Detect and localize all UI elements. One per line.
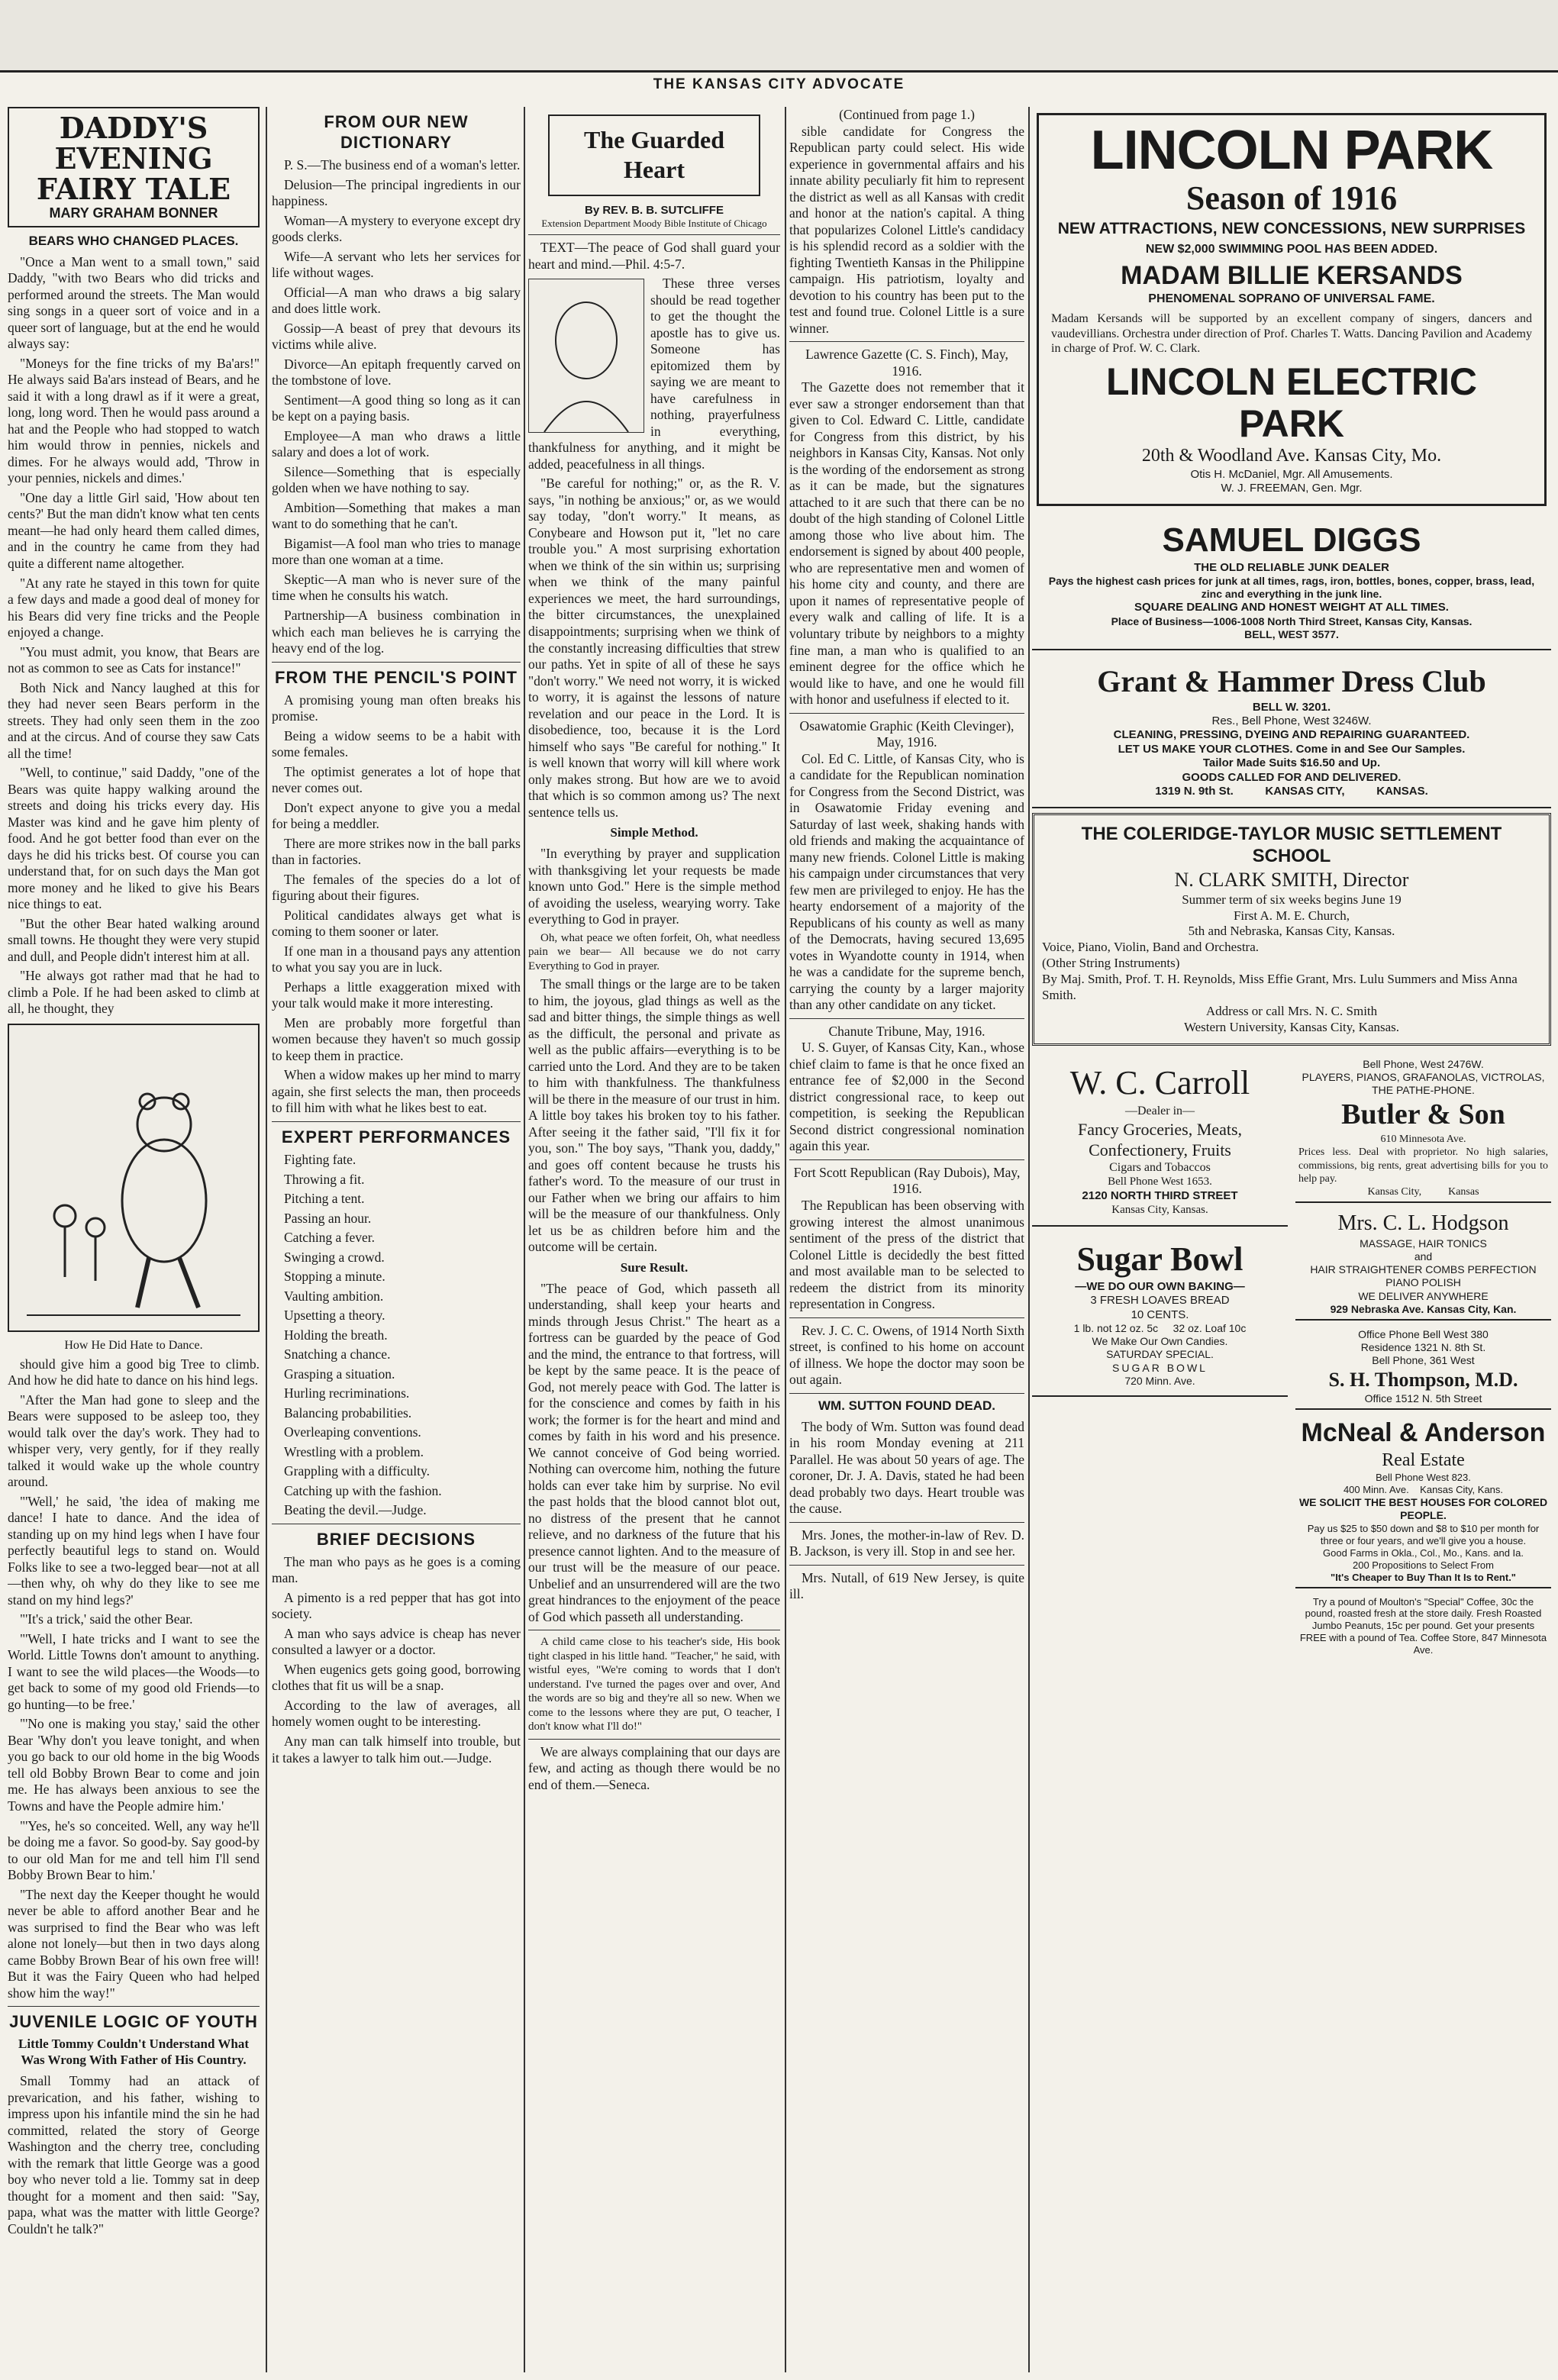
divider [528,234,780,235]
dictionary-entry: Divorce—An epitaph frequently carved on the tombstone of love. [272,356,521,389]
dictionary-entry: Gossip—A beast of prey that devours its victims while alive. [272,320,521,353]
carroll-title: W. C. Carroll [1069,1063,1250,1101]
story-paragraph: "'No one is making you stay,' said the other Bear 'Why don't you leave tonight, and when you go back to our old home in the big Woods tell old Bobby Brown Bear to come and join me. He has always been anxious to see the Towns and have the People admire him.' [8,1716,260,1814]
kersands-description: Madam Kersands will be supported by an excellent company of singers, dancers and vaudevillians. Orchestra under direction of Prof. Charles T. Watts. Dancing Pavilion and Academy in charge of Prof. W. C. Clark. [1051,312,1532,356]
pencil-entry: Perhaps a little exaggeration mixed with your talk would make it more interesting. [272,979,521,1011]
expert-entry: Wrestling with a problem. [284,1443,424,1459]
story-paragraph: "You must admit, you know, that Bears are not as common to see as Cats for instance!" [8,643,260,676]
thompson-title: S. H. Thompson, M.D. [1328,1368,1518,1391]
juvenile-subtitle: Little Tommy Couldn't Understand What Was Wrong With Father of His Country. [18,2037,249,2068]
juvenile-text: Small Tommy had an attack of prevarication, and his father, wishing to impress upon his infantile mind the sin he had committed, related the story of George Washington and the cherry tree, concluding with the remark that little George was a good boy who never told a lie. Tommy sat in deep thought for a moment and then said: "Say, papa, what was the matter with little George? Couldn't he talk?" [8,2073,260,2236]
mcneal-200: 200 Propositions to Select From [1353,1559,1494,1571]
illustration-caption: How He Did Hate to Dance. [64,1338,203,1352]
pencil-entry: The optimist generates a lot of hope that never comes out. [272,763,521,796]
gh-tailor: Tailor Made Suits $16.50 and Up. [1202,756,1381,770]
electric-park-address: 20th & Woodland Ave. Kansas City, Mo. [1141,446,1442,466]
divider [272,1121,521,1122]
story-paragraph: "At any rate he stayed in this town for quite a few days and made a good deal of money for his Bears did very fine tricks and the People enjoyed a change. [8,575,260,640]
dictionary-entry: Skeptic—A man who is never sure of the time when he consults his watch. [272,571,521,604]
butler-title: Butler & Son [1341,1098,1505,1131]
poem-verse: A child came close to his teacher's side, His book tight clasped in his little hand. "Teacher," he said, with wistful eyes, "We're coming to words that I don't understand. I've turned the pages over and over, And the words are so big and they're all so new. When we come to the lessons where they are put, O teacher, I don't know what I'll do!" [528,1636,780,1733]
divider [789,1159,1024,1160]
dictionary-entry: P. S.—The business end of a woman's letter. [284,157,521,173]
expert-entry: Passing an hour. [284,1210,372,1226]
expert-entry: Catching a fever. [284,1230,376,1246]
press-heading: Fort Scott Republican (Ray Dubois), May, 1916. [793,1164,1021,1197]
expert-title: EXPERT PERFORMANCES [281,1127,511,1146]
column-politics [789,107,1024,2372]
pencil-entry: Political candidates always get what is coming to them sooner or later. [272,907,521,940]
masthead-title: DADDY'S EVENING FAIRY TALE [36,111,231,206]
butler-city: Kansas City, Kansas [1367,1186,1479,1198]
butler-bell: Bell Phone, West 2476W. [1363,1057,1484,1070]
expert-entry: Holding the breath. [284,1327,388,1343]
story-paragraph: "'Well, I hate tricks and I want to see the World. Little Towns don't amount to anything. I want to see the wild places—the Woods—to get back to some of my good old Friends—to go hunting—to be free.' [8,1630,260,1712]
politics-paragraph: Col. Ed C. Little, of Kansas City, who is a candidate for the Republican nomination for Congress from the Second District, was in Osawatomie Friday evening and Saturday of last week, shaking hands with old friends and making the acquaintance of many new friends. Colonel Little is making his campaign under circumstances that very few men are privileged to enjoy. He has the hearty endorsement of a majority of the Republicans of his county as well as many of the Democrats, having secured 13,695 votes in Wyandotte county in 1914, when he was a candidate for the supreme bench, carrying the county by a larger majority than any other candidate on any ticket. [789,750,1024,1013]
pencil-entry: There are more strikes now in the ball parks than in factories. [272,835,521,868]
otis-line: Otis H. McDaniel, Mgr. All Amusements. [1190,467,1393,481]
sermon-paragraph: The small things or the large are to be taken to him, the joyous, glad things as well as the sad and bitter things, the simple things as well as the difficult, the personal and private as well as the public affairs—everything is to be carried unto the Lord. And they are to be taken to him with thankfulness. The thankfulness will be there in the measure of our trust in him. A little boy takes his broken toy to his father. After seeing it the father said, "I'll fix it for you, son." The boy says, "Thank you, daddy," and goes off content because he trusts his father's word. To the measure of our trust in our Father when we bring our affairs to him will be the measure of our thankfulness. Only let us be as children before him and the outcome will be certain. [528,976,780,1255]
pencil-title: FROM THE PENCIL'S POINT [275,667,518,687]
story-paragraph: "'It's a trick,' said the other Bear. [20,1611,193,1627]
dictionary-entry: Ambition—Something that makes a man want to do something that he can't. [272,499,521,532]
brief-list [272,1554,521,1766]
electric-park-title: LINCOLN ELECTRIC PARK [1105,360,1478,446]
sermon-byline: By REV. B. B. SUTCLIFFE [585,203,724,217]
story-paragraph: "The next day the Keeper thought he would never be able to afford another Bear and he was surprised to find the Bear who was left alone not lonely—but then in two days along came Bobby Brown Bear of his own free will! But it was the Fairy Queen who had helped show him the way!" [8,1886,260,2001]
ct-by: By Maj. Smith, Prof. T. H. Reynolds, Miss Effie Grant, Mrs. Lulu Summers and Miss Anna Smith. [1042,972,1518,1003]
masthead-byline: MARY GRAHAM BONNER [49,205,218,221]
column-rule [1028,107,1030,2372]
brief-title: BRIEF DECISIONS [316,1529,476,1549]
thompson-residence: Residence 1321 N. 8th St. [1360,1341,1486,1354]
thompson-ad [1295,1325,1551,1410]
hodgson-and: and [1414,1250,1433,1263]
carroll-cigars: Cigars and Tobaccos [1109,1160,1211,1174]
mcneal-pay: Pay us $25 to $50 down and $8 to $10 per month for three or four years, and we'll give you a house. [1307,1522,1540,1546]
ct-voice: Voice, Piano, Violin, Band and Orchestra. [1042,940,1259,955]
diggs-bell: BELL, WEST 3577. [1244,628,1339,641]
expert-entry: Grappling with a difficulty. [284,1463,431,1479]
ct-western: Western University, Kansas City, Kansas. [1183,1019,1400,1034]
sermon-paragraph: "Be careful for nothing;" or, as the R. V. says, "in nothing be anxious;" or, as we would say today, "don't worry." It means, as Conybeare and Howson put it, "let no care trouble you." A most surprising exhortation when we think of the sin within us; surprising when we think of the many painful experiences we meet, the hard surroundings, the bitter circumstances, the unexplained disappointments; surprising when we think of the constantly increasing difficulties that strew our paths. Yet in spite of all of these he says "don't worry." We need not worry, it is wicked to worry, it is against the lessons of nature revelation and our peace in the Lord. It is disobedience, too, because it is the Lord himself who says "Be careful for nothing." It is well known that worry will kill where work only makes strong. But how are we to avoid that which is so common among us? The next sentence tells us. [528,476,780,820]
expert-entry: Upsetting a theory. [284,1308,385,1324]
story-paragraph: "Well, to continue," said Daddy, "one of the Bears was quite happy walking around the streets and doing his tricks every day. His Master was kind and he gave him plenty of food. And he got better food than ever on the days he did his tricks best. Of course you can understand that, for on such days the Man got more money and he liked to give his Bears nice things to eat. [8,765,260,912]
ads-left [1032,1050,1288,1665]
sugar-saturday: SATURDAY SPECIAL. [1106,1348,1214,1361]
mcneal-sub: Real Estate [1382,1450,1465,1470]
ct-location: 5th and Nebraska, Kansas City, Kansas. [1188,924,1395,939]
ct-church: First A. M. E. Church, [1233,908,1350,923]
divider [528,1739,780,1740]
story-paragraph: "But the other Bear hated walking around small towns. He thought they were very stupid and dull, and People didn't interest him at all. [8,915,260,964]
dictionary-entry: Wife—A servant who lets her services for life without wages. [272,248,521,281]
carroll-address: 2120 NORTH THIRD STREET [1082,1188,1238,1202]
story-paragraph: "One day a little Girl said, 'How about ten cents?' But the man didn't know what ten cents meant—he had only heard them called dimes, and in the country he came from they had quite a different name altogether. [8,489,260,571]
gh-address: 1319 N. 9th St. KANSAS CITY, KANSAS. [1155,785,1428,798]
dictionary-entry: Employee—A man who draws a little salary and does a lot of work. [272,427,521,460]
dictionary-entry: Sentiment—A good thing so long as it can be kept on a paying basis. [272,392,521,424]
mcneal-address: 400 Minn. Ave. Kansas City, Kans. [1343,1484,1504,1496]
sugar-loaves: 3 FRESH LOAVES BREAD [1090,1294,1230,1308]
pool-line: NEW $2,000 SWIMMING POOL HAS BEEN ADDED. [1145,242,1438,256]
sugar-baking: —WE DO OUR OWN BAKING— [1075,1279,1245,1293]
closing-quote: We are always complaining that our days are few, and acting as though there would be no end of them.—Seneca. [528,1743,780,1792]
dictionary-entry: Bigamist—A fool man who tries to manage more than one woman at a time. [272,535,521,568]
brief-entry: According to the law of averages, all homely women ought to be interesting. [272,1697,521,1730]
mcneal-title: McNeal & Anderson [1301,1417,1546,1447]
story-paragraph: "'Yes, he's so conceited. Well, any way he'll be doing me a favor. So good-by. Say good-by to our old Man for me and tell him I'll send Bobby Brown Bear to him.' [8,1817,260,1883]
politics-paragraph: sible candidate for Congress the Republican party could select. His wide experience in governmental affairs and his innate ability peculiarly fit him to represent the district as well as all Kansas with credit and honor at the nation's capital. A thing that popularizes Colonel Little's candidacy is his splendid record as a soldier with the fighting Twentieth Kansas in the Philippine campaign. His patriotism, loyalty and devotion to his country has been put to the test and found true. Colonel Little is a sure winner. [789,123,1024,336]
story-paragraph: should give him a good big Tree to climb. And how he did hate to dance on his hind legs. [8,1356,260,1388]
expert-entry: Pitching a tent. [284,1191,365,1207]
story-paragraph: "He always got rather mad that he had to climb a Pole. If he had been asked to climb at all, he thought, they [8,968,260,1017]
dictionary-entry: Delusion—The principal ingredients in our happiness. [272,176,521,209]
ct-title: THE COLERIDGE-TAYLOR MUSIC SETTLEMENT SCHOOL [1081,823,1502,867]
diggs-subtitle: THE OLD RELIABLE JUNK DEALER [1194,560,1389,574]
hodgson-deliver: WE DELIVER ANYWHERE [1358,1289,1489,1302]
sutton-title: WM. SUTTON FOUND DEAD. [818,1398,995,1413]
hodgson-ad [1295,1208,1551,1321]
ct-other: (Other String Instruments) [1042,956,1180,971]
story-paragraph: Both Nick and Nancy laughed at this for they had never seen Bears perform in the streets. They had only seen them in the zoo and at the circus. And of course they saw Cats all the time! [8,679,260,761]
local-note: Mrs. Jones, the mother-in-law of Rev. D. B. Jackson, is very ill. Stop in and see her. [789,1527,1024,1559]
politics-paragraph: The Republican has been observing with growing interest the almost unanimous sentiment of the press of the district that Colonel Little is decidedly the best fitted and most available man to be selected to redeem the district from its minority representation in Congress. [789,1198,1024,1312]
hodgson-title: Mrs. C. L. Hodgson [1337,1211,1509,1236]
mcneal-ad [1295,1414,1551,1588]
expert-entry: Hurling recriminations. [284,1385,410,1401]
grant-hammer-title: Grant & Hammer Dress Club [1097,664,1486,699]
divider [8,2006,260,2007]
politics-paragraph: U. S. Guyer, of Kansas City, Kan., whose chief claim to fame is that he once fixed an entrance fee of $2,000 in the Second district congressional race, to keep out competition, is seeking the Republican Second district congressional nomination again this year. [789,1040,1024,1154]
guarded-heart-box [548,114,760,196]
story-paragraph: "Once a Man went to a small town," said Daddy, "with two Bears who did tricks and performed around the streets. The Man would sing songs in a queer sort of voice and in a queer sort of language, but at the end he would always say: [8,253,260,352]
thompson-bell: Bell Phone, 361 West [1372,1354,1475,1367]
sermon-paragraph: "The peace of God, which passeth all understanding, shall keep your hearts and minds through Jesus Christ." The heart as a fortress can be guarded by the peace of God and the mind, the entrance to that fortress, will be kept by the same peace. It is the peace of God, not merely peace with God. The latter is for the conscience and comes by faith in his work; the former is for the heart and mind and comes by faith in his word and his presence. We cannot conceive of God being worried. Nothing can overcome him, nothing the future holds can ever take him by surprise. No evil the past holds that the blood cannot blot out, no distress of the present that he cannot relieve, and no darkness of the future that his presence cannot lighten. And to the measure of our trust will be the measure of our peace. Unbelief and an unsurrendered will are the two great hindrances to the enjoyment of the peace of God which passeth all understanding. [528,1280,780,1624]
divider [789,1565,1024,1566]
brief-entry: Any man can talk himself into trouble, but it takes a lawyer to talk him out.—Judge. [272,1733,521,1766]
gh-res: Res., Bell Phone, West 3246W. [1211,714,1372,727]
gh-goods: GOODS CALLED FOR AND DELIVERED. [1182,770,1402,784]
pencil-entry: When a widow makes up her mind to marry again, she first selects the man, then proceeds to fill him with what he likes best to eat. [272,1067,521,1116]
divider [789,1522,1024,1523]
dictionary-entry: Partnership—A business combination in which each man believes he is carrying the heavy end of the log. [272,607,521,656]
dictionary-entry: Silence—Something that is especially golden when we have nothing to say. [272,463,521,496]
divider [789,713,1024,714]
fairy-tale-masthead [8,107,260,227]
butler-address: 610 Minnesota Ave. [1380,1134,1466,1146]
local-note: Mrs. Nutall, of 619 New Jersey, is quite ill. [789,1569,1024,1602]
pencil-entry: Men are probably more forgetful than women because they haven't so much gossip to keep them in practice. [272,1014,521,1063]
brief-entry: When eugenics gets going good, borrowing clothes that fit us will be a snap. [272,1661,521,1694]
running-head: THE KANSAS CITY ADVOCATE [653,76,905,92]
gh-bell: BELL W. 3201. [1252,700,1331,714]
dictionary-entry: Official—A man who draws a big salary and does little work. [272,284,521,317]
carroll-goods: Fancy Groceries, Meats, Confectionery, Fruits [1077,1119,1243,1159]
poem-verse: Oh, what peace we often forfeit, Oh, what needless pain we bear— All because we do not carry Everything to God in prayer. [528,931,780,972]
gh-clean: CLEANING, PRESSING, DYEING AND REPAIRING GUARANTEED. [1113,728,1470,742]
politics-paragraph: The Gazette does not remember that it ever saw a stronger endorsement than that given to Col. Edward C. Little, candidate for Congress from this district, by his neighbors in Kansas City, Kansas. Not only is the wording of the endorsement as strong as it can be made, but the signatures attached to it are such that there can be no doubt of the high standing of Colonel Little among those who live about him. The endorsement is signed by about 400 people, who are representative men and women of his home city and county, and there are upon it names of representative people of every walk and calling of life. It is a voluntary tribute by neighbors to a mighty fine man, a man who is qualified to an eminent degree for the office which he would like to have, and one he would fill with honor and usefulness if elected to it. [789,379,1024,708]
simple-method-title: Simple Method. [610,825,698,840]
gh-let: LET US MAKE YOUR CLOTHES. Come in and See Our Samples. [1118,742,1466,756]
brief-entry: A man who says advice is cheap has never consulted a lawyer or a doctor. [272,1625,521,1658]
expert-list [272,1152,521,1519]
bear-illustration [8,1024,260,1332]
ads-right [1295,1050,1551,1665]
sermon-title: The Guarded Heart [583,126,725,184]
portrait-image [528,279,644,433]
divider [789,1393,1024,1394]
story-paragraph: "Moneys for the fine tricks of my Ba'ars!" He always said Ba'ars instead of Bears, and he said it with a long drawl as if it were a great, long, long word. Then he would pass around a hat and the People who had stopped to watch him would throw in pennies, nickels and dimes. For he always would add, 'Throw in your pennies, nickels and dimes.' [8,355,260,486]
ct-director: N. CLARK SMITH, Director [1174,868,1409,891]
sugar-pound: 1 lb. not 12 oz. 5c 32 oz. Loaf 10c [1073,1322,1247,1335]
lincoln-park-title: LINCOLN PARK [1090,120,1493,181]
local-note: Rev. J. C. C. Owens, of 1914 North Sixth street, is confined to his home on account of illness. We hope the doctor may soon be out again. [789,1322,1024,1388]
hodgson-massage: MASSAGE, HAIR TONICS [1360,1237,1487,1250]
expert-entry: Vaulting ambition. [284,1288,384,1304]
season-line: Season of 1916 [1185,179,1398,217]
expert-entry: Stopping a minute. [284,1269,385,1285]
carroll-ad [1032,1055,1288,1227]
dictionary-entry: Woman—A mystery to everyone except dry goods clerks. [272,212,521,245]
pencil-entry: A promising young man often breaks his promise. [272,692,521,724]
expert-entry: Balancing probabilities. [284,1404,412,1421]
freeman-line: W. J. FREEMAN, Gen. Mgr. [1221,482,1363,495]
divider [789,1317,1024,1318]
carroll-bell: Bell Phone West 1653. [1108,1175,1212,1188]
madam-kersands: MADAM BILLIE KERSANDS [1121,260,1463,290]
coffee-text: Try a pound of Moulton's "Special" Coffee, 30c the pound, roasted fresh at the store daily. Fresh Roasted Jumbo Peanuts, 15c per pound. Get your presents FREE with a pound of Tea. Coffee Store, 847 Minnesota Ave. [1299,1595,1547,1656]
ct-address: Address or call Mrs. N. C. Smith [1205,1003,1378,1018]
dictionary-list [272,157,521,656]
press-heading: Osawatomie Graphic (Keith Clevinger), May, 1916. [799,718,1014,750]
mcneal-solicit: WE SOLICIT THE BEST HOUSES FOR COLORED PEOPLE. [1298,1496,1548,1522]
ads-row [1032,1050,1551,1665]
portrait-icon [529,279,644,432]
column-rule [785,107,786,2372]
column-sermon [528,107,780,2372]
carroll-dealer: —Dealer in— [1124,1104,1195,1117]
butler-text: Prices less. Deal with proprietor. No high salaries, commissions, big rents, great advertising bills for you to help pay. [1298,1146,1548,1185]
sure-result-title: Sure Result. [620,1259,689,1275]
pencil-entry: If one man in a thousand pays any attention to what you say you are in luck. [272,943,521,976]
hodgson-address: 929 Nebraska Ave. Kansas City, Kan. [1330,1302,1517,1315]
story-title: BEARS WHO CHANGED PLACES. [28,233,239,248]
pencil-entry: Don't expect anyone to give you a medal for being a meddler. [272,799,521,832]
diggs-place: Place of Business—1006-1008 North Third Street, Kansas City, Kansas. [1111,614,1473,627]
diggs-square: SQUARE DEALING AND HONEST WEIGHT AT ALL TIMES. [1134,601,1449,614]
expert-entry: Fighting fate. [284,1152,356,1167]
coleridge-taylor-ad [1032,813,1551,1046]
butler-ad [1295,1055,1551,1203]
carroll-city: Kansas City, Kansas. [1111,1204,1208,1217]
grant-hammer-ad [1032,655,1551,808]
divider [789,1018,1024,1019]
butler-players: PLAYERS, PIANOS, GRAFANOLAS, VICTROLAS, THE PATHE-PHONE. [1302,1070,1545,1097]
juvenile-title: JUVENILE LOGIC OF YOUTH [9,2012,258,2032]
continued-note: (Continued from page 1.) [839,107,975,122]
mcneal-farms: Good Farms in Okla., Col., Mo., Kans. and Ia. [1323,1546,1524,1559]
pencil-entry: Being a widow seems to be a habit with some females. [272,727,521,760]
story-paragraph: "After the Man had gone to sleep and the Bears were supposed to be asleep too, they would talk over the day's work. They had to whisper very, very gently, for if they really talked it would wake up the whole country around. [8,1392,260,1490]
expert-entry: Beating the devil.—Judge. [284,1502,427,1518]
divider [789,341,1024,342]
press-heading: Lawrence Gazette (C. S. Finch), May, 1916. [805,347,1008,379]
diggs-text: Pays the highest cash prices for junk at all times, rags, iron, bottles, bones, copper, brass, lead, zinc and everything in the junk line. [1048,575,1535,601]
ct-term: Summer term of six weeks begins June 19 [1182,892,1402,907]
pencil-entry: The females of the species do a lot of figuring about their figures. [272,871,521,904]
sugar-candies: We Make Our Own Candies. [1092,1335,1228,1348]
sermon-text-line: TEXT—The peace of God shall guard your heart and mind.—Phil. 4:5-7. [528,240,780,272]
column-rule [524,107,525,2372]
column-fairy-tale [8,107,260,2372]
mcneal-cheaper: "It's Cheaper to Buy Than It Is to Rent." [1331,1571,1516,1583]
lincoln-park-ad [1037,113,1547,506]
column-dictionary [272,107,521,2372]
dictionary-title: FROM OUR NEW DICTIONARY [324,112,469,153]
sugar-address: 720 Minn. Ave. [1124,1374,1195,1387]
expert-entry: Catching up with the fashion. [284,1482,442,1498]
coffee-ad [1295,1593,1551,1660]
sermon-byline-sub: Extension Department Moody Bible Institute of Chicago [541,218,767,230]
expert-entry: Throwing a fit. [284,1171,365,1187]
story-paragraph: "'Well,' he said, 'the idea of making me dance! I hate to dance. And the idea of standing up on my hind legs when I have four perfectly beautiful legs to stand on. Would Folks like to see a two-legged bear—not at all—then why, oh why do they like to see me stand on my hind legs?' [8,1493,260,1608]
dancing-bear-icon [9,1025,258,1330]
sermon-paragraph: These three verses should be read together to get the thought the apostle has to give us. Someone has epitomized them by saying we are meant to have carefulness in nothing, prayerfulness in everything, thankfulness for anything, and it might be added, peacefulness in all things. [528,276,780,472]
new-attractions: NEW ATTRACTIONS, NEW CONCESSIONS, NEW SURPRISES [1057,220,1526,238]
pencil-list [272,692,521,1117]
scan-edge-band [0,0,1558,73]
sermon-paragraph: "In everything by prayer and supplication with thanksgiving let your requests be made known unto God." Here is the simple method of avoiding the useless, wearying worry. Take everything to God in prayer. [528,846,780,927]
expert-entry: Swinging a crowd. [284,1249,385,1265]
column-rule [266,107,267,2372]
expert-entry: Overleaping conventions. [284,1424,421,1440]
divider [272,662,521,663]
local-note: The body of Wm. Sutton was found dead in his room Monday evening at 211 Parallel. He was about 50 years of age. The coroner, Dr. J. A. Davis, stated he had been dead probably two days. Heart trouble was the cause. [789,1418,1024,1517]
press-heading: Chanute Tribune, May, 1916. [828,1023,985,1039]
phenomenal-line: PHENOMENAL SOPRANO OF UNIVERSAL FAME. [1148,292,1435,306]
sugar-bowl-ad [1032,1231,1288,1398]
column-advertisements [1032,107,1551,2372]
thompson-office-phone: Office Phone Bell West 380 [1358,1328,1489,1340]
brief-entry: The man who pays as he goes is a coming man. [272,1553,521,1586]
sugar-name: SUGAR BOWL [1112,1361,1208,1374]
diggs-title: SAMUEL DIGGS [1162,521,1421,559]
sugar-cents: 10 CENTS. [1131,1308,1189,1321]
brief-entry: A pimento is a red pepper that has got into society. [272,1589,521,1622]
sugar-bowl-title: Sugar Bowl [1076,1240,1243,1278]
expert-entry: Grasping a situation. [284,1366,395,1382]
hodgson-hair: HAIR STRAIGHTENER COMBS PERFECTION PIANO POLISH [1310,1263,1537,1289]
mcneal-bell: Bell Phone West 823. [1376,1472,1471,1484]
samuel-diggs-ad [1032,512,1551,651]
thompson-office: Office 1512 N. 5th Street [1364,1392,1482,1404]
expert-entry: Snatching a chance. [284,1346,391,1363]
